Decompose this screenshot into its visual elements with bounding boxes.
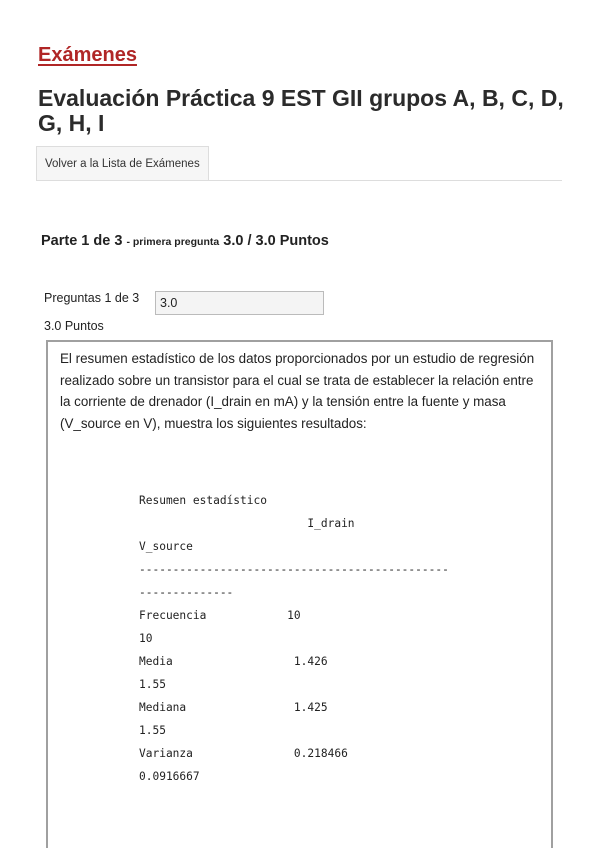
summary-line: 10: [139, 632, 153, 645]
summary-line: 1.55: [139, 678, 166, 691]
nav-bar: [36, 146, 562, 181]
back-to-exam-list-tab[interactable]: Volver a la Lista de Exámenes: [36, 146, 209, 180]
summary-line: Mediana 1.425: [139, 701, 328, 714]
summary-line: 0.0916667: [139, 770, 200, 783]
summary-line: --------------: [139, 586, 234, 599]
breadcrumb-examenes-link[interactable]: Exámenes: [38, 44, 137, 66]
statistical-summary-block: [139, 489, 449, 788]
question-selector[interactable]: 3.0: [155, 291, 324, 315]
part-heading: [41, 233, 329, 249]
part-label: Parte 1 de 3: [41, 233, 123, 249]
summary-line: Varianza 0.218466: [139, 747, 348, 760]
question-box: [46, 340, 553, 848]
summary-line: I_drain: [139, 517, 355, 530]
summary-line: Frecuencia 10: [139, 609, 301, 622]
question-text: El resumen estadístico de los datos proporcionados por un estudio de regresión realizado sobre un transistor para el cual se trata de establecer la relación entre la corriente de drenador (I_drain en mA) y la tensión entre la fuente y masa (V_source en V), muestra los siguientes resultados:: [60, 351, 535, 432]
page-title: Evaluación Práctica 9 EST GII grupos A, B, C, D, G, H, I: [38, 85, 564, 136]
summary-line: ----------------------------------------------: [139, 563, 449, 576]
part-subtitle: - primera pregunta: [126, 236, 220, 248]
summary-line: 1.55: [139, 724, 166, 737]
summary-line: Media 1.426: [139, 655, 328, 668]
summary-line: V_source: [139, 540, 193, 553]
part-score: 3.0 / 3.0 Puntos: [223, 233, 329, 249]
question-selector-label: Preguntas 1 de 3: [44, 291, 140, 305]
summary-line: Resumen estadístico: [139, 494, 267, 507]
question-points: 3.0 Puntos: [44, 319, 104, 333]
